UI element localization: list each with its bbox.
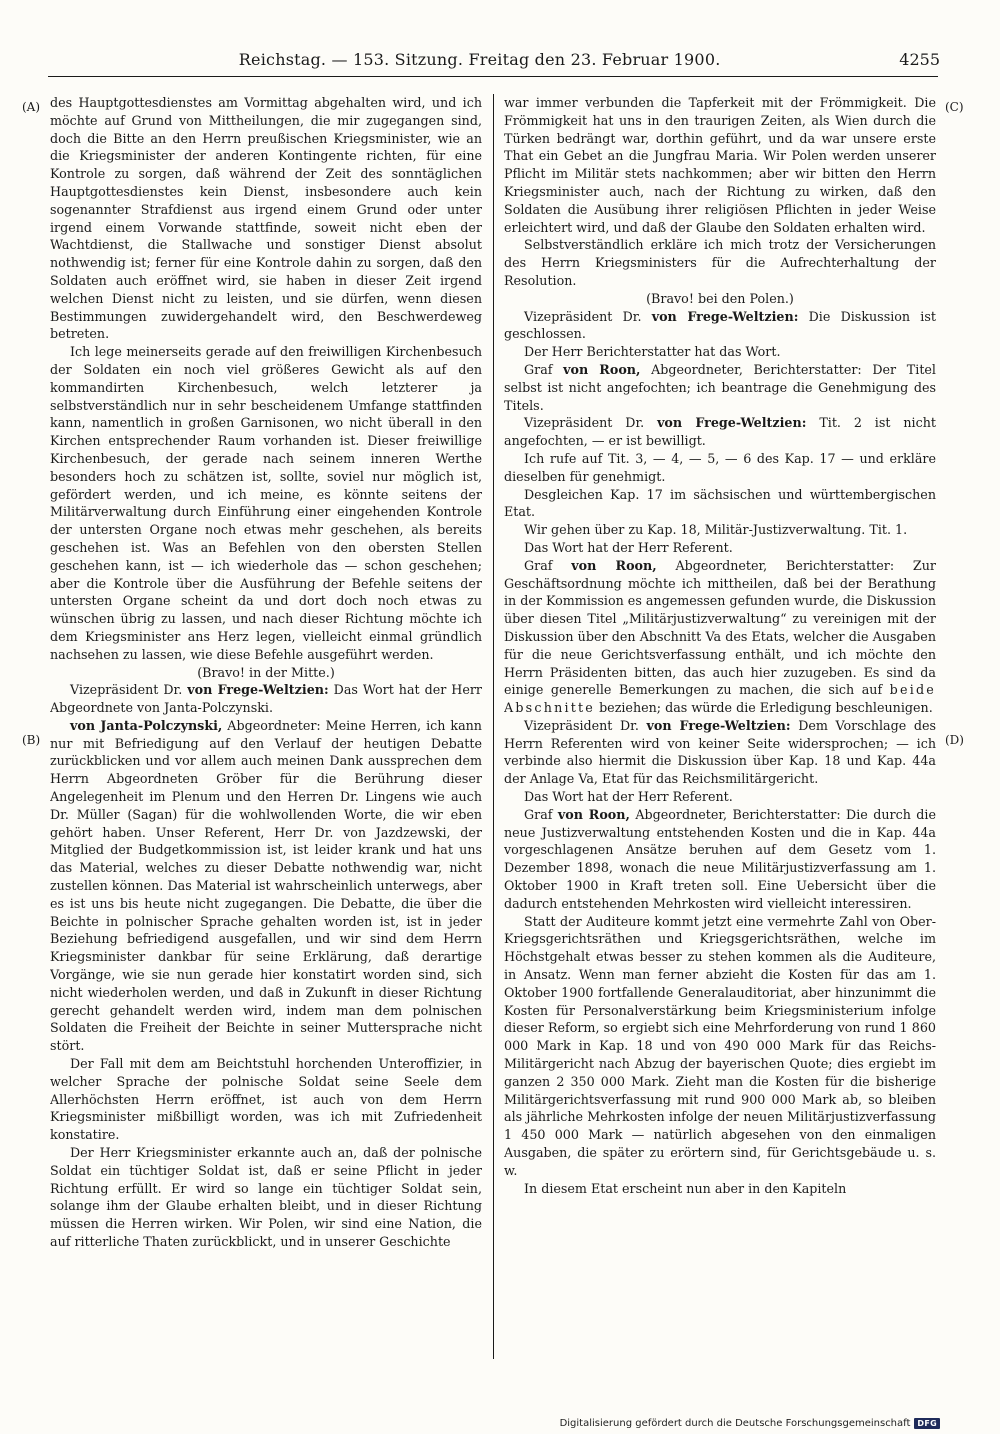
speaker-paragraph	[504, 806, 936, 913]
speech-text: Tit. 2 ist nicht angefochten, — er ist bewilligt.	[504, 415, 936, 449]
header-rule	[48, 76, 938, 77]
paragraph: des Hauptgottesdienstes am Vormittag abgehalten wird, und ich möchte auf Grund von Mittheilungen, die mir zugegangen sind, doch die Bitte an den Herrn preußischen Kriegsminister, wie an die Kriegsminister der anderen Kontingente richten, für eine Kontrole zu sorgen, daß während der Zeit des sonntäglichen Hauptgottesdienstes kein Dienst, insbesondere auch kein sogenannter Strafdienst aus irgend einem Grund oder unter irgend einem Vorwande stattfinde, soweit nicht eben der Wachtdienst, die Stallwache und sonstiger Dienst absolut nothwendig ist; ferner für eine Kontrole dahin zu sorgen, daß den Soldaten auch eröffnet wird, sie haben in dieser Zeit irgend welchen Dienst nicht zu leisten, und sie dürfen, wenn diesen Bestimmungen zuwidergehandelt wird, den Beschwerdeweg betreten.	[50, 95, 482, 342]
margin-marker-d: (D)	[945, 733, 964, 747]
running-title: Reichstag. — 153. Sitzung. Freitag den 23. Februar 1900.	[238, 50, 721, 69]
paragraph: Wir gehen über zu Kap. 18, Militär-Justizverwaltung. Tit. 1.	[524, 522, 908, 538]
interjection: (Bravo! bei den Polen.)	[646, 290, 794, 306]
column-divider	[493, 94, 494, 1359]
speaker-name: von Frege-Weltzien:	[187, 682, 329, 698]
paragraph: Desgleichen Kap. 17 im sächsischen und württembergischen Etat.	[504, 486, 936, 520]
speaker-title: Vizepräsident Dr.	[524, 415, 645, 431]
footer-text: Digitalisierung gefördert durch die Deutsche Forschungsgemeinschaft	[559, 1418, 911, 1429]
speech-text: Dem Vorschlage des Herrn Referenten wird von keiner Seite widersprochen; — ich verbinde also hiermit die Diskussion über Kap. 18 und Kap. 44a der Anlage Va, Etat für das Reichsmilitärgericht.	[504, 717, 936, 787]
speech-text: Abgeordneter: Meine Herren, ich kann nur mit Befriedigung auf den Verlauf der heutigen Debatte zurückblicken und vor allem auch meinen Dank aussprechen dem Herrn Abgeordneten Gröber für die Berührung dieser Angelegenheit im Plenum und den Herren Dr. Lingens wie auch Dr. Müller (Sagan) für die wohlwollenden Worte, die wir eben gehört haben. Unser Referent, Herr Dr. von Jazdzewski, der Mitglied der Budgetkommission ist, ist leider krank und hat uns das Material, welches zu dieser Debatte nothwendig war, nicht zustellen können. Das Material ist wahrscheinlich unterwegs, aber es ist uns bis heute nicht zugegangen. Die Debatte, die über die Beichte in polnischer Sprache gehalten worden ist, ist in jeder Beziehung befriedigend ausgefallen, und wir sind dem Herrn Kriegsminister dankbar für seine Erklärung, daß derartige Vorgänge, wie sie nun gerade hier konstatirt worden sind, sich nicht wiederholen werden, und daß in Zukunft in dieser Richtung gerecht gehandelt werden wird, indem man dem polnischen Soldaten die Freiheit der Beichte in seiner Muttersprache nicht stört.	[50, 717, 482, 1054]
speaker-paragraph	[50, 681, 482, 717]
speech-text: beziehen; das würde die Erledigung beschleunigen.	[599, 700, 933, 716]
speech-text: Die Diskussion ist geschlossen.	[504, 308, 936, 342]
speaker-title: Vizepräsident Dr.	[524, 308, 642, 324]
paragraph: Ich lege meinerseits gerade auf den freiwilligen Kirchenbesuch der Soldaten ein noch viel größeres Gewicht als auf den kommandirten Kirchenbesuch, welch letzterer ja selbstverständlich nur in sehr bescheidenem Umfange stattfinden kann, namentlich in großen Garnisonen, wo nicht überall in den Kirchen entsprechender Raum vorhanden ist. Dieser freiwillige Kirchenbesuch, der gerade nach seinem inneren Werthe besonders hoch zu schätzen ist, sollte, soviel nur möglich ist, gefördert werden, und ich meine, es könnte seitens der Militärverwaltung durch Einführung einer eingehenden Kontrole der untersten Organe noch etwas mehr geschehen, als bereits geschehen ist. Was an Befehlen von den obersten Stellen geschehen kann, ist — ich wiederhole das — schon geschehen; aber die Kontrole über die Ausführung der Befehle seitens der untersten Organe scheint da und dort doch noch etwas zu wünschen übrig zu lassen, und nach dieser Richtung möchte ich dem Kriegsminister ans Herz legen, vielleicht einmal gründlich nachsehen zu lassen, wie diese Befehle ausgeführt werden.	[50, 344, 482, 662]
page-number: 4255	[899, 50, 940, 69]
paragraph: Das Wort hat der Herr Referent.	[524, 789, 733, 805]
speaker-title: Vizepräsident Dr.	[524, 717, 639, 733]
speaker-name: von Roon,	[557, 806, 630, 822]
margin-marker-b: (B)	[22, 733, 41, 747]
speaker-paragraph	[504, 361, 936, 414]
speaker-name: von Frege-Weltzien:	[657, 415, 807, 431]
margin-marker-c: (C)	[945, 100, 964, 114]
speaker-paragraph	[504, 557, 936, 717]
paragraph: Statt der Auditeure kommt jetzt eine vermehrte Zahl von Ober-Kriegsgerichtsräthen und Kriegsgerichtsräthen, welche im Höchstgehalt etwas besser zu stehen kommen als die Auditeure, in Ansatz. Wenn man ferner abzieht die Kosten für das am 1. Oktober 1900 fortfallende Generalauditoriat, aber hinzunimmt die Kosten für Personalverstärkung beim Kriegsministerium infolge dieser Reform, so ergiebt sich eine Mehrforderung von rund 1 860 000 Mark in Kap. 18 und von 490 000 Mark für das Reichs-Militärgericht nach Abzug der bayerischen Quote; dies ergiebt im ganzen 2 350 000 Mark. Zieht man die Kosten für die bisherige Militärgerichtsverfassung mit rund 900 000 Mark ab, so bleiben als jährliche Mehrkosten infolge der neuen Militärjustizverfassung 1 450 000 Mark — natürlich abgesehen von den einmaligen Ausgaben, die später zu erörtern sind, für Gerichtsgebäude u. s. w.	[504, 913, 936, 1178]
right-column	[504, 94, 936, 1359]
speaker-name: von Roon,	[563, 361, 641, 377]
interjection: (Bravo! in der Mitte.)	[197, 664, 335, 680]
digitization-footer	[560, 1418, 940, 1429]
speaker-title: Graf	[524, 806, 553, 822]
speech-text: Abgeordneter, Berichterstatter: Die durch die neue Justizverwaltung entstehenden Kosten und die in Kap. 44a vorgeschlagenen Ansätze beruhen auf dem Gesetz vom 1. Dezember 1898, wonach die neue Militärjustizverfassung am 1. Oktober 1900 in Kraft treten soll. Eine Uebersicht über die dadurch entstehenden Mehrkosten wird vielleicht interessiren.	[504, 806, 936, 911]
speaker-name: von Janta-Polczynski,	[70, 717, 223, 733]
speech-text: Abgeordneter, Berichterstatter: Der Titel selbst ist nicht angefochten; ich beantrage die Genehmigung des Titels.	[504, 361, 936, 413]
speaker-paragraph	[504, 717, 936, 788]
paragraph: In diesem Etat erscheint nun aber in den Kapiteln	[524, 1180, 847, 1196]
paragraph: Selbstverständlich erkläre ich mich trotz der Versicherungen des Herrn Kriegsministers für die Aufrechterhaltung der Resolution.	[504, 237, 936, 288]
spaced-emphasis: beide Abschnitte	[504, 682, 936, 716]
paragraph: war immer verbunden die Tapferkeit mit der Frömmigkeit. Die Frömmigkeit hat uns in den traurigen Zeiten, als Wien durch die Türken bedrängt war, dorthin geführt, und da war unsere erste That ein Gebet an die Jungfrau Maria. Wir Polen werden unserer Pflicht im Militär stets nachkommen; aber wir bitten den Herrn Kriegsminister auch, nach der Richtung zu wirken, daß den Soldaten die Ausübung ihrer religiösen Pflichten in jeder Weise erleichtert wird, und daß der Glaube den Soldaten erhalten wird.	[504, 95, 936, 235]
page-header	[60, 50, 940, 72]
paragraph: Ich rufe auf Tit. 3, — 4, — 5, — 6 des Kap. 17 — und erkläre dieselben für genehmigt.	[504, 450, 936, 484]
speaker-name: von Frege-Weltzien:	[651, 308, 799, 324]
paragraph: Der Herr Berichterstatter hat das Wort.	[524, 344, 781, 360]
margin-marker-a: (A)	[22, 100, 41, 114]
left-column	[50, 94, 482, 1359]
paragraph: Der Herr Kriegsminister erkannte auch an, daß der polnische Soldat ein tüchtiger Soldat ist, daß er seine Pflicht in jeder Richtung erfüllt. Er wird so lange ein tüchtiger Soldat sein, solange ihm der Glaube erhalten bleibt, und in dieser Richtung müssen die Herren wirken. Wir Polen, wir sind eine Nation, die auf ritterliche Thaten zurückblickt, und in unserer Geschichte	[50, 1145, 482, 1249]
speaker-paragraph	[50, 717, 482, 1055]
speaker-name: von Roon,	[571, 557, 657, 573]
speaker-paragraph	[504, 308, 936, 344]
speech-text: Das Wort hat der Herr Abgeordnete von Janta-Polczynski.	[50, 682, 482, 716]
speaker-title: Graf	[524, 557, 553, 573]
speech-text: Abgeordneter, Berichterstatter: Zur Geschäftsordnung möchte ich mittheilen, daß bei der Berathung in der Kommission es angemessen gefunden wurde, die Diskussion über diesen Titel „Militärjustizverwaltung“ zu vereinigen mit der Diskussion über den Abschnitt Va des Etats, welcher die Ausgaben für die neue Gerichtsverfassung enthält, und ich möchte den Herrn Präsidenten bitten, das auch hier zuzugeben. Es sind da einige generelle Bemerkungen zu machen, die sich auf	[504, 557, 936, 698]
speaker-title: Graf	[524, 361, 553, 377]
paragraph: Das Wort hat der Herr Referent.	[524, 539, 733, 555]
speaker-name: von Frege-Weltzien:	[646, 717, 791, 733]
dfg-logo-icon: DFG	[914, 1418, 940, 1429]
speaker-title: Vizepräsident Dr.	[70, 682, 183, 698]
speaker-paragraph	[504, 414, 936, 450]
paragraph: Der Fall mit dem am Beichtstuhl horchenden Unteroffizier, in welcher Sprache der polnische Soldat seine Seele dem Allerhöchsten Herrn eröffnet, ist auch von dem Herrn Kriegsminister mißbilligt worden, was ich mit Zufriedenheit konstatire.	[50, 1056, 482, 1143]
